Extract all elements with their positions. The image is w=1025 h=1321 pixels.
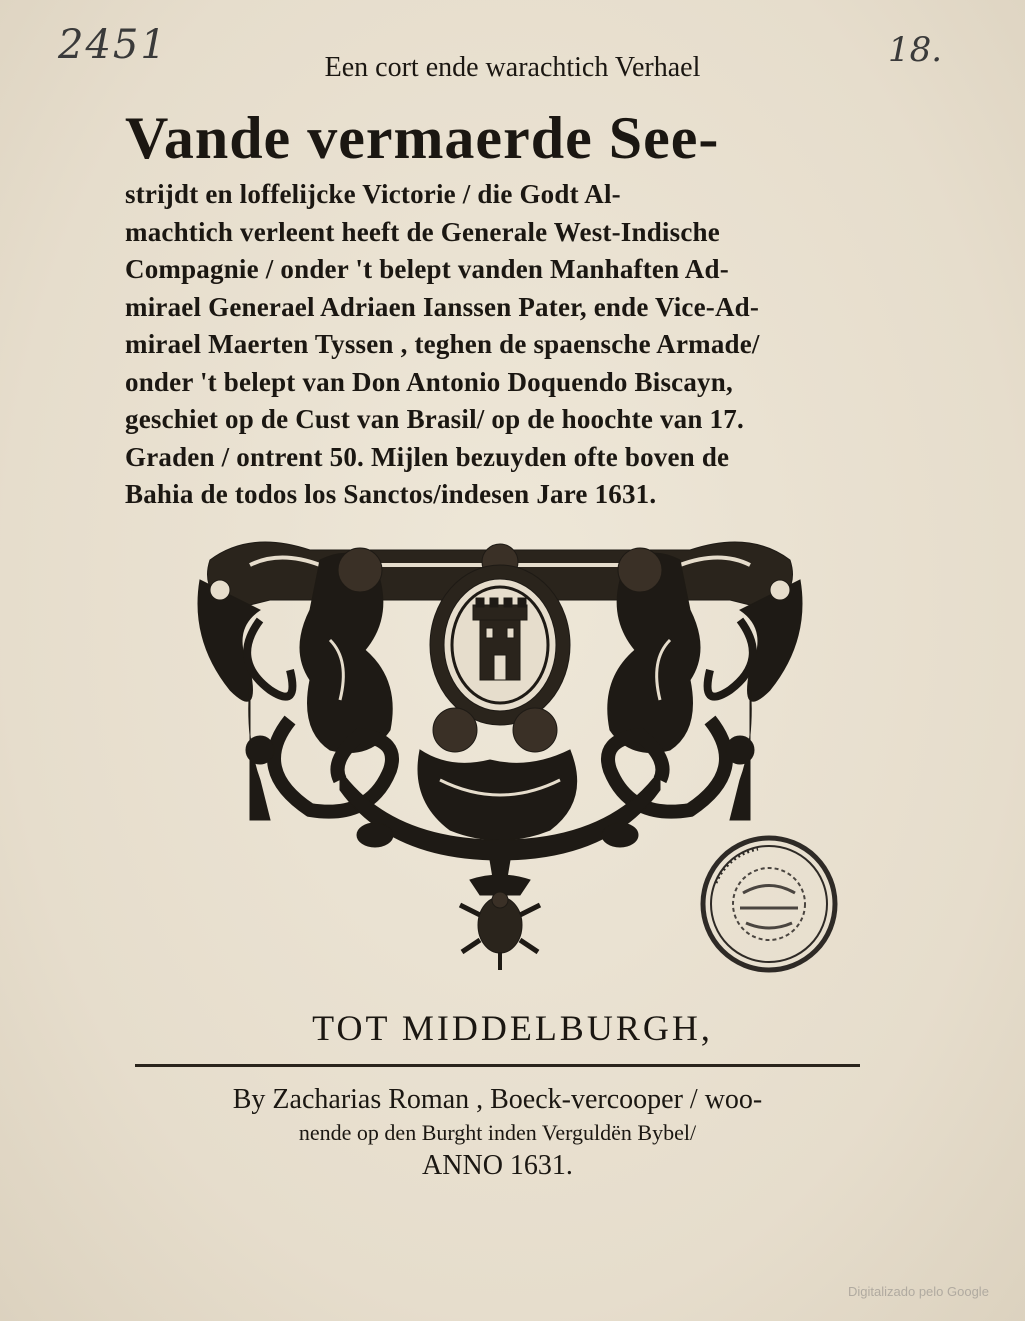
place-of-printing: TOT MIDDELBURGH, (312, 1008, 713, 1048)
title-line: geschiet op de Cust van Brasil/ op de hoochte van 17. (125, 404, 744, 434)
digitization-watermark: Digitalizado pelo Google (848, 1284, 989, 1299)
imprint-line-2: nende op den Burght inden Verguldën Bybel/ (298, 1120, 697, 1145)
imprint (135, 1082, 860, 1184)
title-line: mirael Generael Adriaen Ianssen Pater, ende Vice-Ad- (125, 291, 760, 322)
subtitle: Een cort ende warachtich Verhael (324, 52, 701, 83)
title-line: mirael Maerten Tyssen , teghen de spaensche Armade/ (125, 329, 760, 359)
title-line: Compagnie / onder 't belept vanden Manhaften Ad- (125, 254, 729, 284)
handwritten-number-right: 18. (888, 30, 943, 70)
title-block (125, 100, 875, 514)
title-line: machtich verleent heeft de Generale West-Indische (125, 216, 720, 247)
title-line: Graden / ontrent 50. Mijlen bezuyden ofte boven de (125, 441, 730, 472)
imprint-line-1: By Zacharias Roman , Boeck-vercooper / woo- (232, 1084, 763, 1115)
library-stamp-icon (698, 833, 840, 975)
title-line: strijdt en loffelijcke Victorie / die Godt Al- (125, 179, 621, 209)
title-line: Bahia de todos los Sanctos/indesen Jare 1631. (125, 479, 657, 509)
divider-rule (135, 1064, 860, 1067)
handwritten-number-left: 2451 (58, 22, 168, 68)
imprint-line-3: ANNO 1631. (422, 1150, 573, 1181)
title-line-1: Vande vermaerde See- (125, 105, 720, 171)
title-line: onder 't belept van Don Antonio Doquendo Biscayn, (125, 366, 733, 397)
